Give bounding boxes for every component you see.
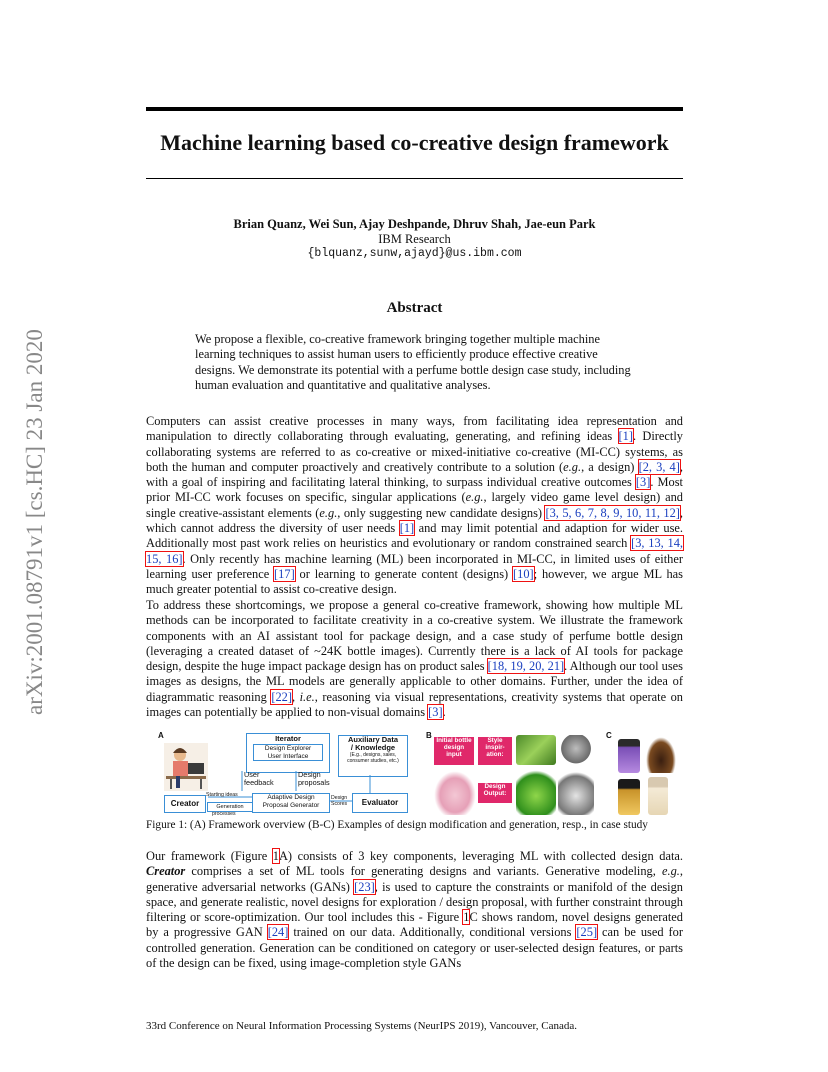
generated-bottle-2 bbox=[646, 737, 676, 773]
generated-bottle-1 bbox=[618, 739, 640, 773]
figure-1 bbox=[156, 731, 686, 817]
generation-box: Generation bbox=[207, 802, 253, 812]
style-inspiration-label: Style inspir- ation: bbox=[478, 737, 512, 765]
starting-ideas-label: Starting ideas bbox=[206, 792, 238, 798]
intro-paragraph-2: To address these shortcomings, we propose a general co-creative framework, showing how multiple ML methods can be incorporated to facilitate creativity in a co-creative system. We illustrate the framework components with an AI assistant tool for package design, and a case study of perfume bottle design (leveraging a created dataset of ~24K bottle images). Currently there is a lack of AI tools for package design, despite the huge impact package design has on product sales [18, 19, 20, 21]. Although our tool uses images as designs, the ML models are generally applicable to other domains. Further, under the idea of diagrammatic reasoning [22], i.e., reasoning via visual representations, creativity systems that operate on images can potentially be applied to non-visual domains [3]. bbox=[146, 598, 683, 720]
citation-link[interactable]: [1] bbox=[399, 521, 415, 536]
generated-bottle-3 bbox=[618, 779, 640, 815]
framework-paragraph: Our framework (Figure 1A) consists of 3 key components, leveraging ML with collected design data. Creator comprises a set of ML tools for generating designs and variants. Generative modeling, e.g., generative adversarial networks (GANs) [23], is used to capture the constraints or manifold of the design space, and generate realistic, novel designs for exploration / design proposal, with further constraint through filtering or score-optimization. Our tool includes this - Figure 1C shows random, novel designs generated by a progressive GAN [24] trained on our data. Additionally, conditional versions [25] can be used for controlled generation. Generation can be conditioned on category or user-selected design features, or parts of the design can be fixed, using image-completion style GANs bbox=[146, 849, 683, 971]
iterator-box: Iterator Design Explorer User Interface bbox=[246, 733, 330, 773]
design-output-label: Design Output: bbox=[478, 783, 512, 803]
sculpture-image bbox=[558, 735, 594, 765]
panel-label-b: B bbox=[426, 731, 432, 740]
abstract-heading: Abstract bbox=[386, 300, 443, 316]
arxiv-identifier: arXiv:2001.08791v1 [cs.HC] 23 Jan 2020 bbox=[22, 329, 47, 715]
leaf-texture-image bbox=[516, 735, 556, 765]
green-bottle-output-image bbox=[516, 767, 556, 815]
citation-link[interactable]: [3, 13, 14, 15, 16] bbox=[146, 536, 683, 566]
citation-link[interactable]: [22] bbox=[271, 689, 292, 704]
author-emails: {blquanz,sunw,ajayd}@us.ibm.com bbox=[307, 247, 522, 260]
figure-link[interactable]: 1 bbox=[463, 910, 470, 925]
citation-link[interactable]: [1] bbox=[618, 429, 633, 444]
citation-link[interactable]: [3] bbox=[428, 705, 443, 720]
citation-link[interactable]: [2, 3, 4] bbox=[638, 459, 680, 474]
generation-processes-label: processes bbox=[212, 811, 236, 817]
citation-link[interactable]: [10] bbox=[513, 566, 534, 581]
design-proposals-label: Design proposals bbox=[298, 770, 330, 787]
user-feedback-label: User feedback bbox=[244, 770, 274, 787]
creator-box: Creator bbox=[164, 795, 206, 813]
title-rule bbox=[146, 178, 683, 179]
panel-label-c: C bbox=[606, 731, 612, 740]
top-rule bbox=[146, 107, 683, 111]
citation-link[interactable]: [3, 5, 6, 7, 8, 9, 10, 11, 12] bbox=[545, 505, 680, 520]
generated-bottle-4 bbox=[648, 777, 668, 815]
citation-link[interactable]: [18, 19, 20, 21] bbox=[487, 659, 565, 674]
citation-link[interactable]: [17] bbox=[274, 566, 295, 581]
panel-label-a: A bbox=[158, 731, 164, 740]
adaptive-generator-box: Adaptive Design Proposal Generator bbox=[252, 793, 330, 813]
metallic-bottle-output-image bbox=[558, 767, 594, 815]
conference-footer: 33rd Conference on Neural Information Processing Systems (NeurIPS 2019), Vancouver, Canada. bbox=[146, 1020, 578, 1032]
initial-design-label: Initial bottle design input bbox=[434, 737, 474, 765]
intro-paragraph-1: Computers can assist creative processes in many ways, from facilitating idea representation and manipulation to directly collaborating through evaluating, generating, and refining ideas [1]. Directly collaborating systems are referred to as co-creative or mixed-initiative co-creative (MI-CC) systems, as both the human and computer proactively and creatively contribute to a solution (e.g., a design) [2, 3, 4], with a goal of inspiring and facilitating lateral thinking, to surpass individual creative outcomes [3]. Most prior MI-CC work focuses on specific, singular applications (e.g., largely video game level design) and single creative-assistant elements (e.g., only suggesting new candidate designs) [3, 5, 6, 7, 8, 9, 10, 11, 12], which cannot address the diversity of user needs [1] and may limit potential and adaption for wider use. Additionally most past work relies on heuristics and evolutionary or random constrained search [3, 13, 14, 15, 16]. Only recently has machine learning (ML) been incorporated in MI-CC, in limited uses of either learning user preference [17] or learning to generate content (designs) [10]; however, we argue ML has much greater potential to assist co-creative design. bbox=[146, 414, 683, 597]
affiliation: IBM Research bbox=[378, 232, 451, 246]
citation-link[interactable]: [3] bbox=[635, 475, 651, 490]
auxiliary-data-box: Auxiliary Data / Knowledge (E.g., designs, sales, consumer studies, etc.) bbox=[338, 735, 408, 777]
figure-caption: Figure 1: (A) Framework overview (B-C) Examples of design modification and generation, resp., in case study bbox=[146, 819, 648, 831]
paper-title: Machine learning based co-creative design framework bbox=[160, 130, 669, 155]
design-scores-label: Design Scores bbox=[331, 795, 348, 807]
abstract-text: We propose a flexible, co-creative framework bringing together multiple machine learning techniques to assist human users to efficiently produce effective creative designs. We demonstrate its potential with a perfume bottle design case study, including human evaluation and quantitative and qualitative analyses. bbox=[195, 332, 631, 392]
initial-bottle-image bbox=[434, 771, 476, 815]
figure-link[interactable]: 1 bbox=[272, 849, 279, 863]
evaluator-box: Evaluator bbox=[352, 793, 408, 813]
citation-link[interactable]: [25] bbox=[576, 925, 598, 940]
citation-link[interactable]: [23] bbox=[354, 879, 375, 894]
citation-link[interactable]: [24] bbox=[267, 925, 289, 940]
author-list: Brian Quanz, Wei Sun, Ajay Deshpande, Dhruv Shah, Jae-eun Park bbox=[233, 217, 596, 231]
